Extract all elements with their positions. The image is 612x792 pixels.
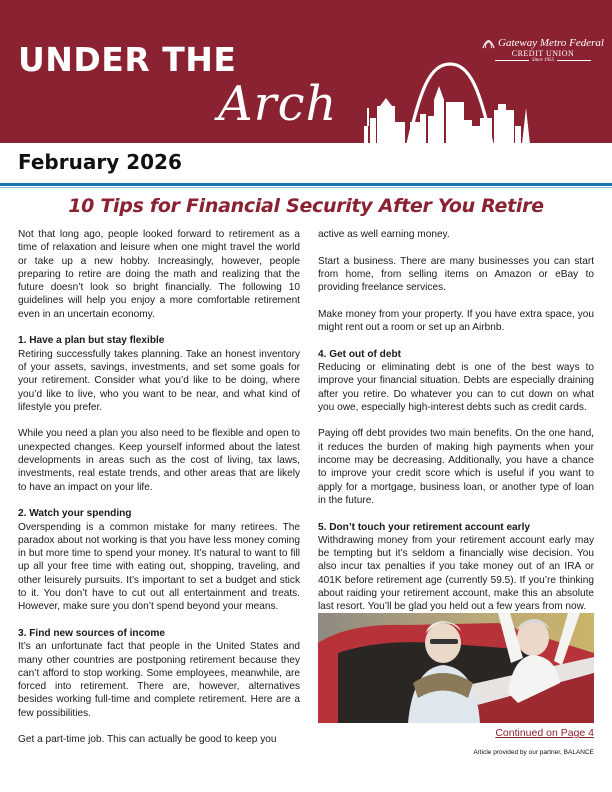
- tip-heading: 1. Have a plan but stay flexible: [18, 335, 165, 347]
- tip-paragraph: Paying off debt provides two main benefits. On the one hand, it reduces the burden of making high payments when your income may be decreasing. Additionally, you have a chance to improve your credit score which is useful if you want to apply for a mortgage, business loan, or another type of loan in the future.: [318, 428, 594, 506]
- logo-subtitle: CREDIT UNION: [511, 49, 575, 58]
- tip-paragraph-continuation: active as well earning money.: [318, 229, 450, 240]
- st-louis-skyline-icon: [350, 60, 550, 143]
- article-photo: [318, 613, 594, 723]
- logo-name: Gateway Metro Federal: [498, 36, 604, 49]
- issue-date: February 2026: [18, 150, 182, 174]
- divider-rule: [0, 183, 612, 186]
- tip-heading: 3. Find new sources of income: [18, 627, 165, 639]
- tip-heading: 4. Get out of debt: [318, 348, 401, 360]
- tip-section-2: [18, 507, 300, 613]
- tip-paragraph: It’s an unfortunate fact that people in the United States and many other countries are postponing retirement because they can’t afford to stop working. Some employees, meanwhile, are forced into retirement. There are, however, alternatives besides working full-time and complete retirement. Here are a few possibilities.: [18, 641, 300, 719]
- credit-union-logo: [478, 36, 608, 63]
- tip-paragraph-continued: Get a part-time job. This can actually be good to keep you: [18, 734, 277, 746]
- tip-paragraph: Make money from your property. If you have extra space, you might rent out a room or set up an Airbnb.: [318, 308, 594, 334]
- masthead-title-line2: Arch: [218, 76, 338, 132]
- tip-section-1: [18, 334, 300, 494]
- tip-paragraph: Reducing or eliminating debt is one of the best ways to improve your financial situation. Debts are especially draining after you retire. Do whatever you can to cut down on what you owe, especially high-interest debts such as credit cards.: [318, 361, 594, 413]
- tip-paragraph: Start a business. There are many businesses you can start from home, from selling items on Amazon or eBay to providing freelance services.: [318, 255, 594, 294]
- divider-rule-thin: [0, 187, 612, 188]
- arch-logo-icon: [482, 36, 495, 49]
- tip-heading: 2. Watch your spending: [18, 508, 132, 520]
- tip-paragraph: While you need a plan you also need to be flexible and open to unexpected changes. Keep yourself informed about the latest developments in areas such as the cost of living, tax laws, investments, real estate trends, and other areas that are likely to have an impact on your life.: [18, 428, 300, 493]
- tip-section-4: [318, 348, 594, 508]
- tip-section-5: [318, 521, 594, 614]
- continued-on-page-link[interactable]: Continued on Page 4: [495, 727, 594, 739]
- logo-since: Since 1955: [531, 58, 555, 63]
- article-title: 10 Tips for Financial Security After You Retire: [68, 195, 544, 217]
- article-credit: Article provided by our partner, BALANCE: [473, 749, 594, 756]
- tip-paragraph: Retiring successfully takes planning. Take an honest inventory of your assets, savings, investments, and set some goals for your retirement. Consider what you’d like to be doing, where you’d like to live, who you want to be near, and what kind of lifestyle you prefer.: [18, 348, 300, 413]
- tip-heading: 5. Don’t touch your retirement account early: [318, 521, 531, 533]
- masthead-title-line1: UNDER THE: [18, 40, 237, 79]
- article-column-right: [318, 228, 594, 627]
- tip-paragraph: Withdrawing money from your retirement account early may be tempting but it’s seldom a financially wise decision. You also incur tax penalties if you take money out of an IRA or 401K before retirement age (currently 59.5). If you’re thinking about raiding your retirement account, make this an absolute last resort. You’ll be glad you held out a few years from now.: [318, 534, 594, 613]
- couple-convertible-image: [318, 613, 594, 723]
- logo-rule-right: [557, 60, 591, 61]
- article-column-left: [18, 228, 300, 760]
- masthead-banner: [0, 0, 612, 143]
- tip-section-3: [18, 627, 300, 747]
- article-intro: Not that long ago, people looked forward to retirement as a time of relaxation and leisure when one might travel the world or take up a new hobby. Increasingly, however, people preparing to retire are doing the math and realizing that the future doesn’t look so bright financially. The following 10 guidelines will help you enjoy a more comfortable retirement even in an uncertain economy.: [18, 229, 300, 320]
- tip-paragraph: Overspending is a common mistake for many retirees. The paradox about not working is that you have less money coming in but more time to spend your money. It’s natural to want to fill up all your free time with eating out, shopping, traveling, and other leisurely pursuits. It’s important to set a budget and stick to it. You don’t have to cut out all entertainment and treats. However, make sure you don’t spend beyond your means.: [18, 521, 300, 613]
